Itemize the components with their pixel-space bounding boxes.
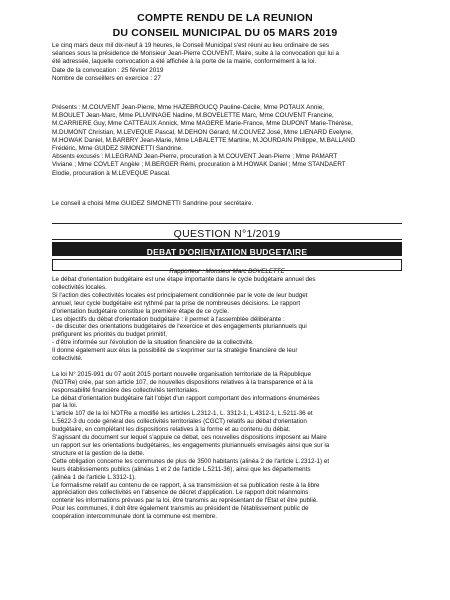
body-line: S'agissant du document sur lequel s'appuie ce débat, ces nouvelles dispositions imposent au Maire xyxy=(52,434,327,442)
attendance-line: M.BOULET Jean-Marc, Mme PLUVINAGE Nadine, M.BOVELETTE Marc, Mme COUVENT Francine, xyxy=(52,112,334,120)
attendance-line: Frédéric, Mme GUIDEZ SIMONETTI Sandrine. xyxy=(52,145,183,153)
convocation-date: Date de la convocation : 25 février 2019 xyxy=(52,66,164,74)
secretary-text: Le conseil a choisi Mme GUIDEZ SIMONETTI Sandrine pour secrétaire. xyxy=(52,200,254,207)
question-header xyxy=(52,223,402,240)
body-line: coopération intercommunale dont la commune est membre. xyxy=(52,513,218,521)
absentees-line: Viviane ; Mme COVLET Angèle ; M.BERGER Rémi, procuration à M.HOWAK Daniel ; Mme STANDAERT xyxy=(52,161,346,169)
body-line: préfigurent les priorités du budget primitif, xyxy=(52,331,167,339)
rapporteur-box xyxy=(52,259,402,275)
body-line: Le débat d'orientation budgétaire fait l'objet d'un rapport comportant des informations énumérées xyxy=(52,394,320,402)
attendance-line: M.CARRIERE Guy, Mme CATTEAUX Annick, Mme MAGERE Marie-France, Mme DUPONT Marie-Thérèse, xyxy=(52,120,353,128)
secretary-statement xyxy=(52,200,402,208)
body-line: appréciation des collectivités en l'absence de décret d'application. Le rapport doit néanmoins xyxy=(52,489,309,497)
title-line-2: DU CONSEIL MUNICIPAL DU 05 MARS 2019 xyxy=(112,27,338,39)
body-line: Si l'action des collectivités locales est principalement conditionnée par le vote de leur budget xyxy=(52,291,308,299)
intro-line: séances sous la présidence de Monsieur Jean-Pierre COUVENT, Maire, suite à la convocation qui lui a xyxy=(52,50,339,58)
absentees-line: Elodie, procuration à M.LEVEQUE Pascal. xyxy=(52,169,171,177)
body-line: Pour les communes, il doit être également transmis au président de l'établissement public de xyxy=(52,505,309,513)
question-title: QUESTION N°1/2019 xyxy=(173,228,281,240)
title-line-1: COMPTE RENDU DE LA REUNION xyxy=(137,12,313,24)
body-line: Le débat d'orientation budgétaire est une étape importante dans le cycle budgétaire annuel des xyxy=(52,276,316,283)
attendance-list xyxy=(52,104,402,178)
rapporteur-text: Rapporteur : Monsieur Marc BOVELETTE xyxy=(169,268,285,275)
body-line: collectivité. xyxy=(52,355,83,363)
body-line: Il donne également aux élus la possibilité de s'exprimer sur la stratégie financière de leur xyxy=(52,347,298,355)
body-line: (alinéa 1 de l'article L.3312-1). xyxy=(52,473,136,481)
paragraph-gap xyxy=(52,363,402,371)
body-line: collectivités locales. xyxy=(52,283,107,291)
attendance-line: M.HOWAK Daniel, M.BARBRY Jean-Marie, Mme LABALETTE Martine, M.JOURDAIN Philippe, M.BALLAND xyxy=(52,136,356,144)
body-line: Le formalisme relatif au contenu de ce rapport, à sa transmission et sa publication reste à la libre xyxy=(52,481,320,489)
body-line: contenir les informations prévues par la loi, être transmis au représentant de l'Etat et être publié. xyxy=(52,497,318,505)
attendance-line: Présents : M.COUVENT Jean-Pierre, Mme HAZEBROUCQ Pauline-Cécile, Mme POTAUX Annie, xyxy=(52,104,325,111)
report-title xyxy=(60,11,390,41)
body-line: leurs établissements publics (alinéas 1 et 2 de l'article L.5211-36), ainsi que les départements xyxy=(52,465,311,473)
absentees-line: Absents excusés : M.LEGRAND Jean-Pierre, procuration à M.COUVENT Jean-Pierre ; Mme PAMART xyxy=(52,153,338,161)
body-line: (NOTRe) crée, par son article 107, de nouvelles dispositions relatives à la transparence et à la xyxy=(52,378,313,386)
debate-body xyxy=(52,276,402,521)
body-line: - d'être informée sur l'évolution de la situation financière de la collectivité. xyxy=(52,339,254,347)
body-line: d'orientation budgétaire constitue la première étape de ce cycle. xyxy=(52,307,229,315)
councillor-count: Nombre de conseillers en exercice : 27 xyxy=(52,74,161,82)
intro-line: été adressée, laquelle convocation a été affichée à la porte de la mairie, conformément à la loi. xyxy=(52,58,317,66)
intro-line: Le cinq mars deux mil dix-neuf à 19 heures, le Conseil Municipal s'est réuni au lieu ordinaire de ses xyxy=(52,42,330,49)
body-line: Cette obligation concerne les communes de plus de 3500 habitants (alinéa 2 de l'article L.2312-1) et xyxy=(52,457,330,465)
body-line: La loi N° 2015-991 du 07 août 2015 portant nouvelle organisation territoriale de la République xyxy=(52,370,311,378)
body-line: responsabilité financière des collectivités territoriales. xyxy=(52,386,200,394)
body-line: L.5622-3 du code général des collectivités territoriales (CGCT) relatifs au débat d'orientation xyxy=(52,418,307,426)
section-title: DEBAT D'ORIENTATION BUDGETAIRE xyxy=(146,247,308,257)
body-line: Les objectifs du débat d'orientation budgétaire : il permet à l'assemblée délibérante : xyxy=(52,315,285,323)
body-line: annuel, leur cycle budgétaire est rythmé par la prise de nombreuses décisions. Le rapport xyxy=(52,299,301,307)
body-line: - de discuter des orientations budgétaires de l'exercice et des engagements pluriannuels qui xyxy=(52,323,307,331)
body-line: un rapport sur les orientations budgétaires, les engagements pluriannuels envisagés ainsi que sur la xyxy=(52,442,330,450)
body-line: par la loi. xyxy=(52,402,78,410)
body-paragraph xyxy=(52,276,402,363)
attendance-line: M.DUMONT Christian, M.LEVEQUE Pascal, M.DEHON Gérard, M.COUVEZ José, Mme LIENARD Evelyne, xyxy=(52,128,353,136)
body-paragraph xyxy=(52,371,402,521)
body-line: L'article 107 de la loi NOTRe a modifié les articles L.2312-1, L. 3312-1, L.4312-1, L.5211-36 et xyxy=(52,410,313,418)
body-line: budgétaire, en complétant les dispositions relatives à la forme et au contenu du débat. xyxy=(52,426,291,434)
body-line: structure et la gestion de la dette. xyxy=(52,449,145,457)
intro-paragraph xyxy=(52,42,402,83)
section-title-bar xyxy=(52,242,402,256)
